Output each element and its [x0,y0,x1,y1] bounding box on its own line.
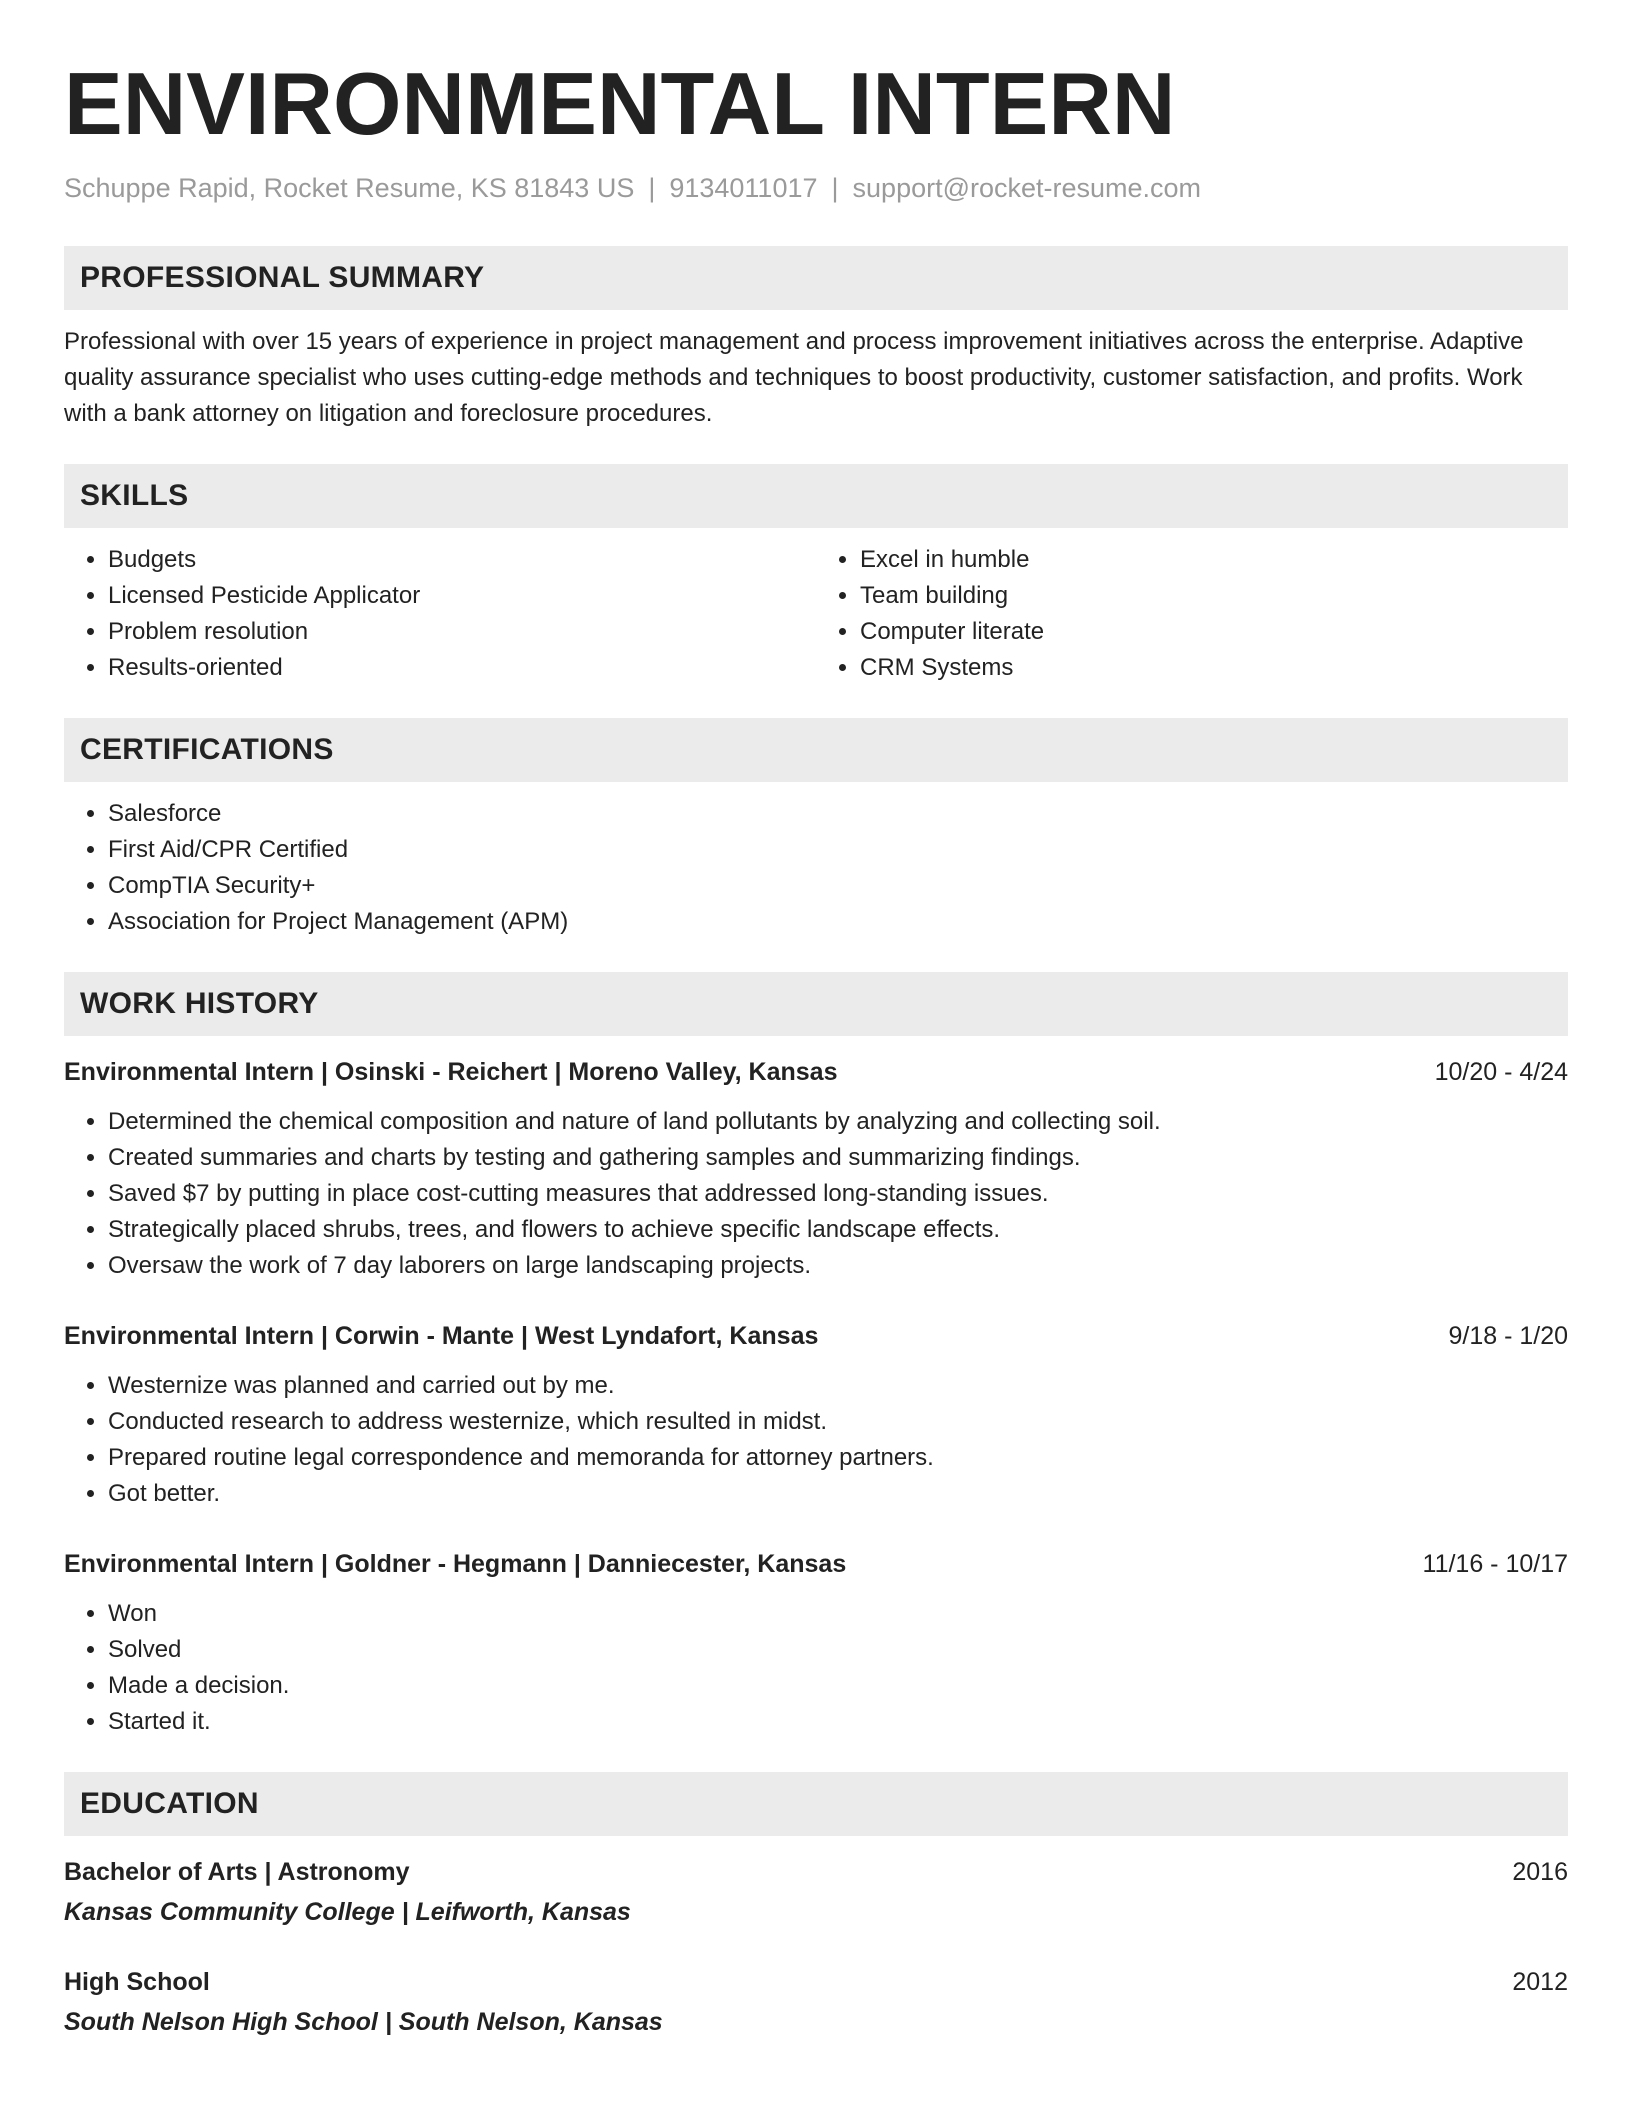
summary-section [64,246,1568,432]
job-bullet: • Prepared routine legal correspondence and memoranda for attorney partners. [108,1440,1568,1476]
education-entry [64,1964,1568,2040]
job-bullet: • Started it. [108,1704,1568,1740]
job-dates: 11/16 - 10/17 [1422,1550,1568,1578]
job-entry [64,1054,1568,1284]
job-dates: 10/20 - 4/24 [1434,1058,1568,1086]
job-bullet: • Determined the chemical composition and nature of land pollutants by analyzing and collecting soil. [108,1104,1568,1140]
job-bullet: • Created summaries and charts by testing and gathering samples and summarizing findings. [108,1140,1568,1176]
section-header [64,1772,1568,1836]
job-bullets [64,1104,1568,1284]
skill-item: • Problem resolution [108,614,816,650]
section-header [64,464,1568,528]
section-header [64,972,1568,1036]
skills-columns [64,528,1568,686]
job-header [64,1318,1568,1354]
education-year: 2016 [1512,1858,1568,1886]
certification-item: • Association for Project Management (APM) [108,904,1568,940]
skill-item: • Computer literate [860,614,1568,650]
education-section [64,1772,1568,2040]
certifications-section [64,718,1568,940]
education-school: South Nelson High School | South Nelson, Kansas [64,2008,663,2036]
section-title-summary: PROFESSIONAL SUMMARY [80,261,485,294]
contact-address: Schuppe Rapid, Rocket Resume, KS 81843 US [64,173,635,203]
work-history-section [64,972,1568,1740]
job-title: Environmental Intern | Goldner - Hegmann | Danniecester, Kansas [64,1550,847,1578]
contact-separator: | [648,173,656,203]
summary-text: Professional with over 15 years of experience in project management and process improvement initiatives across the enterprise. Adaptive quality assurance specialist who uses cutting-edge methods and techniques to boost productivity, customer satisfaction, and profits. Work with a bank attorney on litigation and foreclosure procedures. [64,328,1524,427]
skill-item: • Licensed Pesticide Applicator [108,578,816,614]
skills-section [64,464,1568,686]
job-entry [64,1318,1568,1512]
job-bullet: • Got better. [108,1476,1568,1512]
skill-item: • Budgets [108,542,816,578]
candidate-name: ENVIRONMENTAL INTERN [64,54,1176,153]
job-bullet: • Strategically placed shrubs, trees, and flowers to achieve specific landscape effects. [108,1212,1568,1248]
education-header [64,1964,1568,2000]
section-header [64,718,1568,782]
skill-item: • Team building [860,578,1568,614]
contact-separator: | [831,173,839,203]
job-bullet: • Conducted research to address westernize, which resulted in midst. [108,1404,1568,1440]
job-dates: 9/18 - 1/20 [1448,1322,1568,1350]
job-bullet: • Saved $7 by putting in place cost-cutting measures that addressed long-standing issues. [108,1176,1568,1212]
education-school: Kansas Community College | Leifworth, Kansas [64,1898,631,1926]
section-title-skills: SKILLS [80,479,189,512]
job-bullet: • Made a decision. [108,1668,1568,1704]
job-bullets [64,1368,1568,1512]
job-entry [64,1546,1568,1740]
section-title-work-history: WORK HISTORY [80,987,319,1020]
certification-item: • Salesforce [108,796,1568,832]
contact-line [64,170,1568,206]
skills-list-left [64,542,816,686]
certification-item: • CompTIA Security+ [108,868,1568,904]
education-year: 2012 [1512,1968,1568,1996]
job-header [64,1546,1568,1582]
job-header [64,1054,1568,1090]
job-bullet: • Oversaw the work of 7 day laborers on large landscaping projects. [108,1248,1568,1284]
education-degree: High School [64,1968,210,1996]
education-degree: Bachelor of Arts | Astronomy [64,1858,410,1886]
education-header [64,1854,1568,1890]
job-title: Environmental Intern | Osinski - Reichert | Moreno Valley, Kansas [64,1058,838,1086]
job-title: Environmental Intern | Corwin - Mante | West Lyndafort, Kansas [64,1322,819,1350]
contact-email[interactable]: support@rocket-resume.com [852,173,1202,203]
skill-item: • Excel in humble [860,542,1568,578]
job-bullet: • Won [108,1596,1568,1632]
section-title-certifications: CERTIFICATIONS [80,733,334,766]
skills-list-right [816,542,1568,686]
education-entry [64,1854,1568,1930]
job-bullet: • Solved [108,1632,1568,1668]
skill-item: • CRM Systems [860,650,1568,686]
contact-phone: 9134011017 [669,173,818,203]
certifications-list [64,796,1568,940]
section-title-education: EDUCATION [80,1787,259,1820]
section-header [64,246,1568,310]
certification-item: • First Aid/CPR Certified [108,832,1568,868]
job-bullet: • Westernize was planned and carried out by me. [108,1368,1568,1404]
skill-item: • Results-oriented [108,650,816,686]
job-bullets [64,1596,1568,1740]
